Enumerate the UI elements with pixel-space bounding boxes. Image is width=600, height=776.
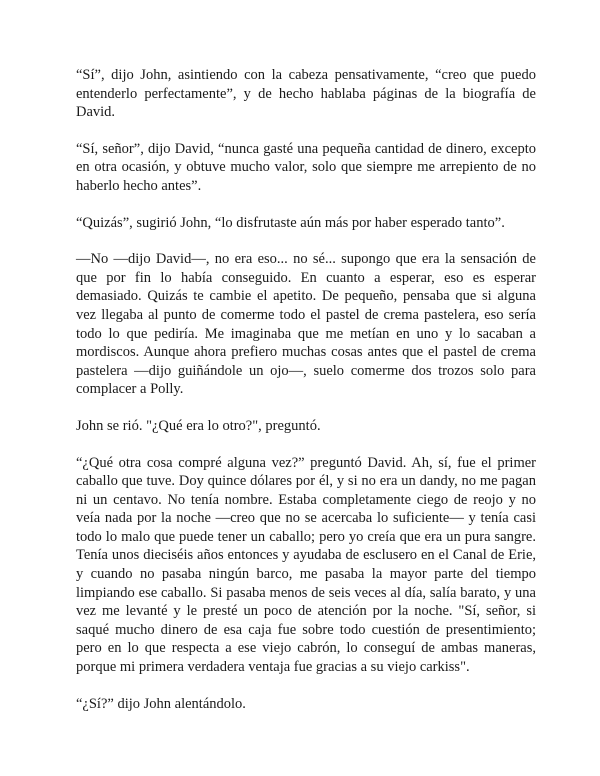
- paragraph-5: John se rió. "¿Qué era lo otro?", preguntó.: [76, 417, 321, 434]
- paragraph-6: “¿Qué otra cosa compré alguna vez?” preguntó David. Ah, sí, fue el primer caballo que tuve. Doy quince dólares por él, y si no era un dandy, no me pagan ni un centavo. No tenía nombre. Estaba completamente ciego de reojo y no veía nada por la noche —creo que no se acercaba lo suficiente— y tenía casi todo lo malo que puede tener un caballo; pero yo creía que era un pura sangre. Tenía unos dieciséis años entonces y ayudaba de esclusero en el Canal de Erie, y cuando no pasaba ningún barco, me pasaba la mayor parte del tiempo limpiando ese caballo. Si pasaba menos de seis veces al día, salía barato, y una vez me levanté y le presté un poco de atención por la noche. "Sí, señor, si saqué mucho dinero de esa caja fue sobre todo cuestión de presentimiento; pero en lo que respecta a ese viejo cabrón, lo conseguí de ambas maneras, porque mi primera verdadera ventaja fue gracias a su viejo carkiss".: [76, 454, 536, 676]
- paragraph-3: “Quizás”, sugirió John, “lo disfrutaste aún más por haber esperado tanto”.: [76, 214, 505, 231]
- paragraph-1: “Sí”, dijo John, asintiendo con la cabeza pensativamente, “creo que puedo entenderlo perfectamente”, y de hecho hablaba páginas de la biografía de David.: [76, 67, 536, 121]
- paragraph-7: “¿Sí?” dijo John alentándolo.: [76, 695, 246, 712]
- paragraph-2: “Sí, señor”, dijo David, “nunca gasté una pequeña cantidad de dinero, excepto en otra ocasión, y obtuve mucho valor, solo que siempre me arrepiento de no haberlo hecho antes”.: [76, 140, 536, 194]
- paragraph-4: —No —dijo David—, no era eso... no sé... supongo que era la sensación de que por fin lo había conseguido. En cuanto a esperar, eso es esperar demasiado. Quizás te cambie el apetito. De pequeño, pensaba que si alguna vez llegaba al punto de comerme todo el pastel de crema pastelera, eso sería todo lo que pediría. Me imaginaba que me metían en uno y lo sacaban a mordiscos. Aunque ahora prefiero muchas cosas antes que el pastel de crema pastelera —dijo guiñándole un ojo—, suelo comerme dos trozos solo para complacer a Polly.: [76, 251, 536, 398]
- document-page: [76, 66, 536, 713]
